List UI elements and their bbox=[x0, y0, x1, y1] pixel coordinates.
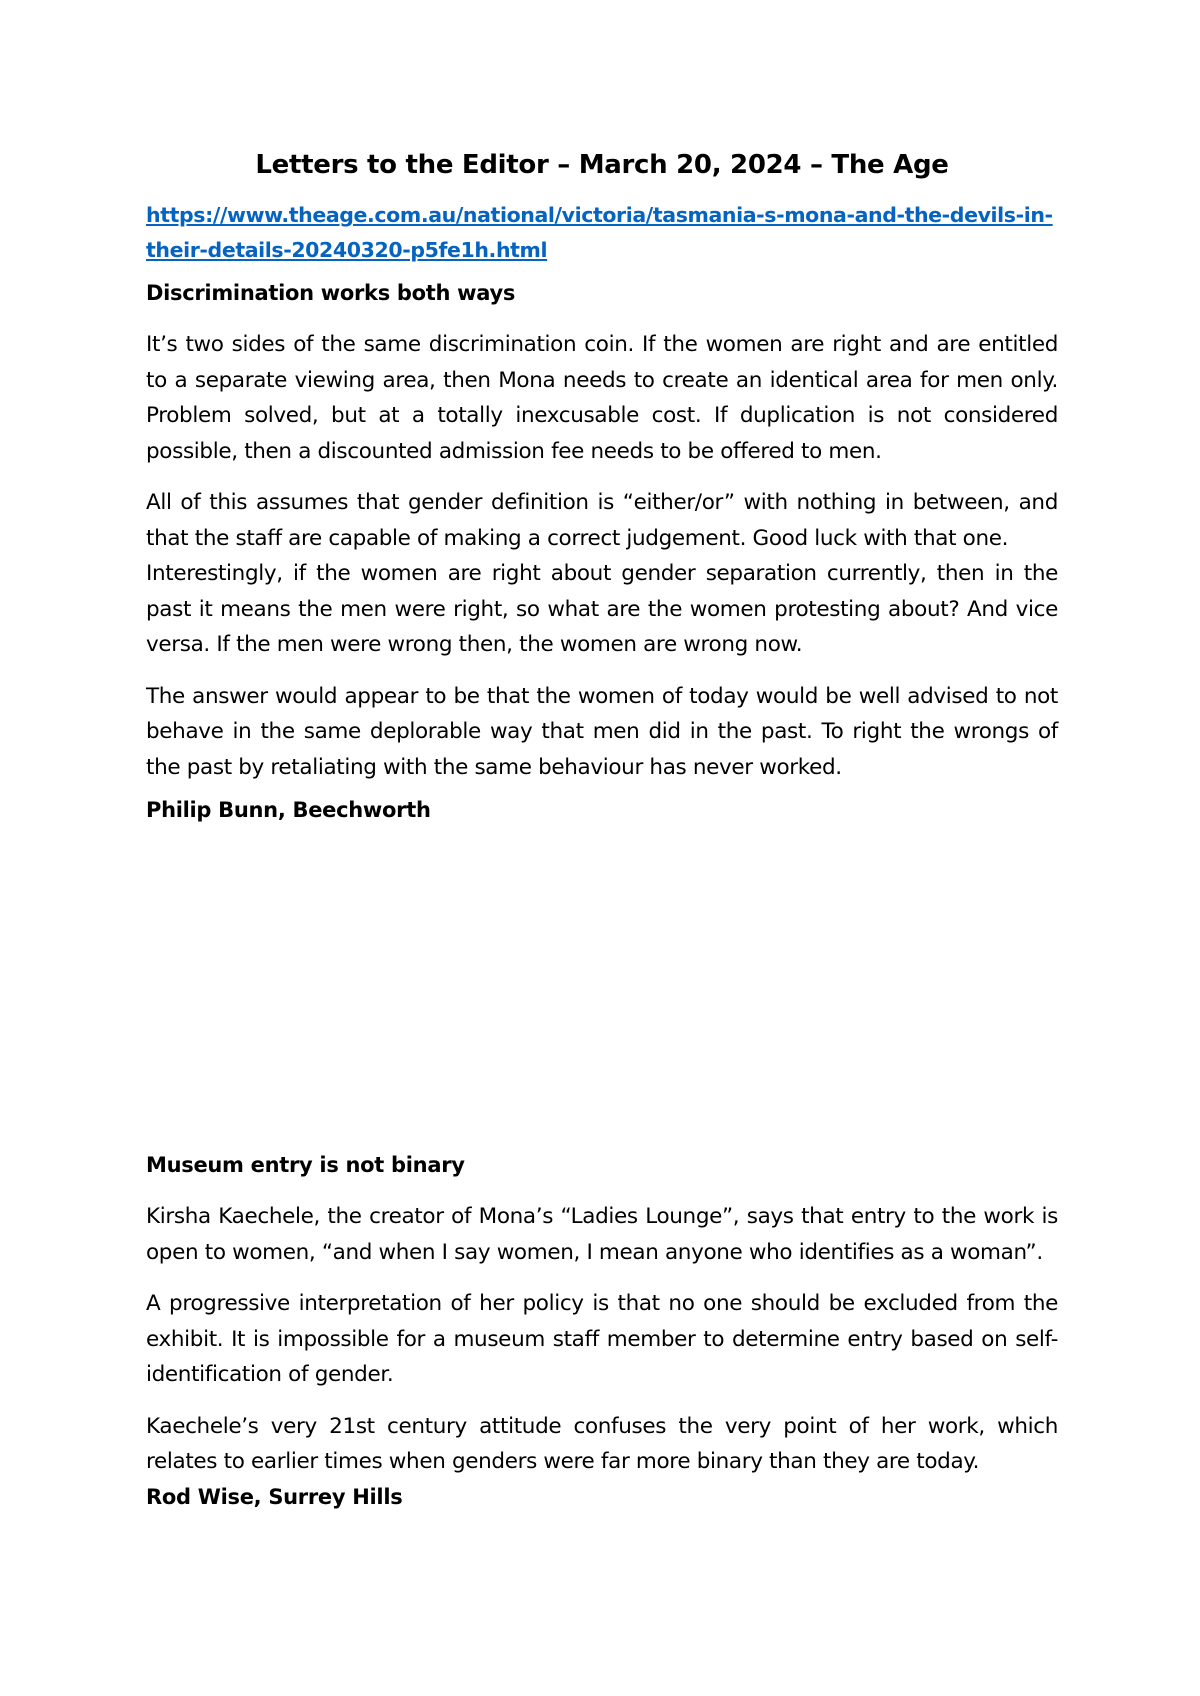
letter-1 bbox=[146, 276, 1058, 828]
letter-2 bbox=[146, 1148, 1058, 1515]
letter-1-paragraph-3: Interestingly, if the women are right about gender separation currently, then in the past it means the men were right, so what are the women protesting about? And vice versa. If the men were wrong then, the women are wrong now. bbox=[146, 561, 1058, 657]
letter-2-heading: Museum entry is not binary bbox=[146, 1153, 465, 1177]
document-title: Letters to the Editor – March 20, 2024 – The Age bbox=[255, 150, 949, 180]
letter-2-paragraph-2: A progressive interpretation of her policy is that no one should be excluded from the exhibit. It is impossible for a museum staff member to determine entry based on self-identification of gender. bbox=[146, 1291, 1058, 1387]
letter-2-signature: Rod Wise, Surrey Hills bbox=[146, 1484, 403, 1509]
article-link[interactable]: https://www.theage.com.au/national/victoria/tasmania-s-mona-and-the-devils-in-their-details-20240320-p5fe1h.html bbox=[146, 203, 1053, 262]
letter-2-paragraph-1: Kirsha Kaechele, the creator of Mona’s “Ladies Lounge”, says that entry to the work is open to women, “and when I say women, I mean anyone who identifies as a woman”. bbox=[146, 1204, 1058, 1265]
letter-1-signature: Philip Bunn, Beechworth bbox=[146, 798, 431, 822]
letter-1-paragraph-1: It’s two sides of the same discrimination coin. If the women are right and are entitled to a separate viewing area, then Mona needs to create an identical area for men only. Problem solved, but at a totally inexcusable cost. If duplication is not considered possible, then a discounted admission fee needs to be offered to men. bbox=[146, 332, 1058, 464]
letter-1-paragraph-2: All of this assumes that gender definition is “either/or” with nothing in between, and that the staff are capable of making a correct judgement. Good luck with that one. bbox=[146, 490, 1058, 551]
letter-2-paragraph-3: Kaechele’s very 21st century attitude confuses the very point of her work, which relates to earlier times when genders were far more binary than they are today. bbox=[146, 1413, 1058, 1474]
letter-1-paragraph-4: The answer would appear to be that the women of today would be well advised to not behave in the same deplorable way that men did in the past. To right the wrongs of the past by retaliating with the same behaviour has never worked. bbox=[146, 683, 1058, 780]
document-page bbox=[146, 148, 1058, 828]
letter-1-heading: Discrimination works both ways bbox=[146, 281, 516, 305]
